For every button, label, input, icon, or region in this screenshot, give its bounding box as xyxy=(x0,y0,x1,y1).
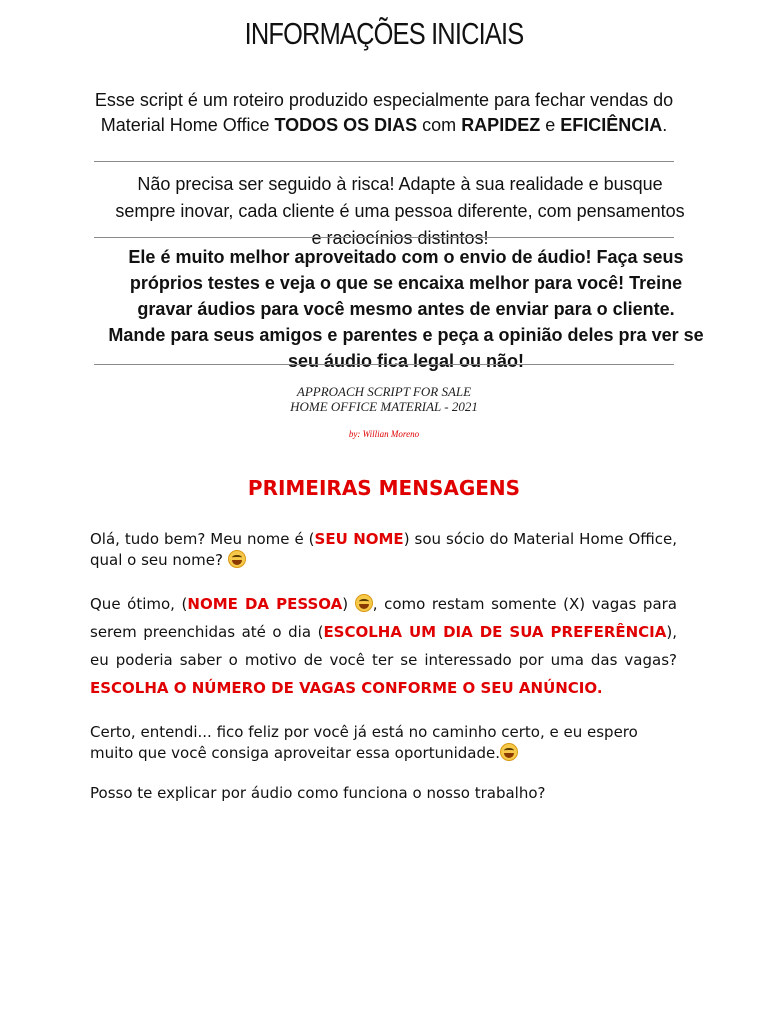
message-4: Posso te explicar por áudio como funciona o nosso trabalho? xyxy=(90,784,546,802)
credits-line-1: APPROACH SCRIPT FOR SALE xyxy=(296,384,472,399)
message-text: ) sou sócio do Material Home Office, qual o seu nome? xyxy=(90,530,678,569)
intro-text: Esse script é um roteiro produzido especialmente para fechar vendas do Material Home Office xyxy=(94,90,674,135)
note-adapt: Não precisa ser seguido à risca! Adapte à sua realidade e busque sempre inovar, cada cliente é uma pessoa diferente, com pensamentos e raciocínios distintos! xyxy=(115,174,685,248)
note-audio: Ele é muito melhor aproveitado com o envio de áudio! Faça seus próprios testes e veja o que se encaixa melhor para você! Treine gravar áudios para você mesmo antes de enviar para o cliente. Mande para seus amigos e parentes e peça a opinião deles pra ver se seu áudio fica legal ou não! xyxy=(108,247,704,371)
grinning-face-icon xyxy=(355,594,373,612)
section-title: PRIMEIRAS MENSAGENS xyxy=(247,476,521,500)
intro-text: . xyxy=(662,115,668,135)
message-text: Olá, tudo bem? Meu nome é ( xyxy=(90,530,315,548)
message-text: , como restam somente (X) vagas para serem preenchidas até o dia ( xyxy=(90,595,677,641)
message-text: Certo, entendi... fico feliz por você já está no caminho certo, e eu espero muito que você consiga aproveitar essa oportunidade. xyxy=(90,723,638,762)
intro-text: e xyxy=(540,115,561,135)
message-text: Que ótimo, ( xyxy=(90,595,188,613)
intro-paragraph xyxy=(84,88,684,138)
placeholder-person-name: NOME DA PESSOA xyxy=(187,595,343,613)
grinning-face-icon xyxy=(228,550,246,568)
message-1 xyxy=(90,529,677,571)
divider xyxy=(94,237,674,238)
placeholder-vacancies: ESCOLHA O NÚMERO DE VAGAS CONFORME O SEU ANÚNCIO. xyxy=(90,679,603,697)
page-title: INFORMAÇÕES INICIAIS xyxy=(244,16,524,51)
message-3 xyxy=(90,722,677,764)
message-2 xyxy=(90,590,677,702)
divider xyxy=(94,364,674,365)
intro-bold-efficiency: EFICIÊNCIA xyxy=(560,115,663,135)
intro-text: com xyxy=(417,115,462,135)
placeholder-day: ESCOLHA UM DIA DE SUA PREFERÊNCIA xyxy=(323,623,667,641)
intro-bold-speed: RAPIDEZ xyxy=(461,115,541,135)
credits-block xyxy=(0,384,768,414)
grinning-face-icon xyxy=(500,743,518,761)
intro-bold-daily: TODOS OS DIAS xyxy=(274,115,418,135)
credits-line-2: HOME OFFICE MATERIAL - 2021 xyxy=(290,399,478,414)
placeholder-your-name: SEU NOME xyxy=(314,530,404,548)
divider xyxy=(94,161,674,162)
message-text: ) xyxy=(342,595,355,613)
message-text: ), eu poderia saber o motivo de você ter se interessado por uma das vagas? xyxy=(90,623,677,669)
author-byline: by: Willian Moreno xyxy=(348,429,420,439)
